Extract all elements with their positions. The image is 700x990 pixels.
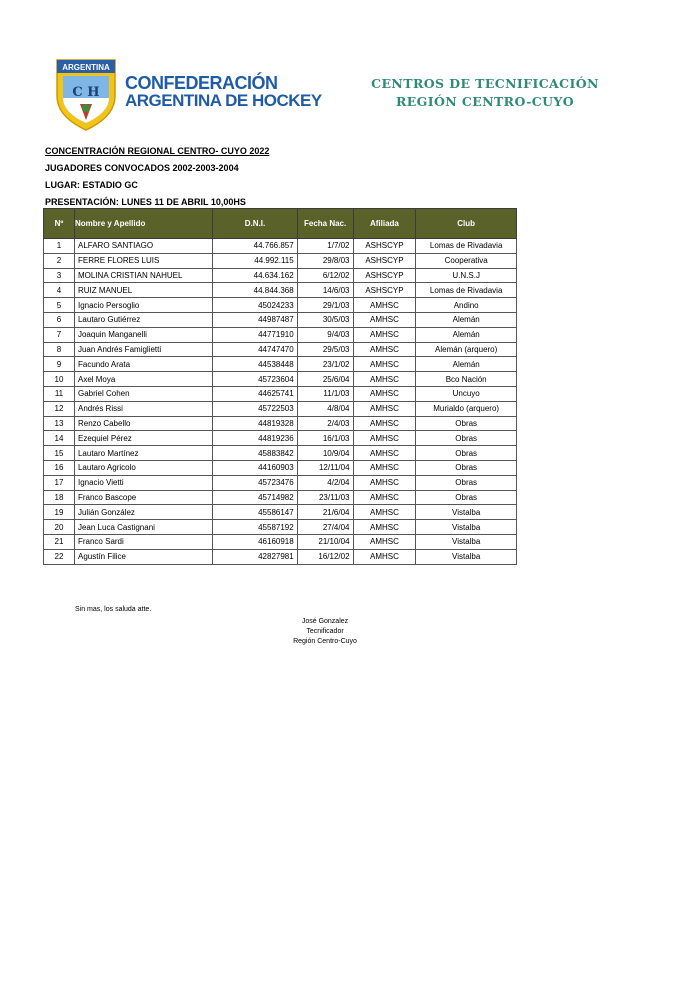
cell-affiliation: AMHSC	[353, 460, 416, 475]
table-row	[44, 253, 517, 268]
cell-name: Franco Bascope	[74, 490, 212, 505]
event-presentation: PRESENTACIÓN: LUNES 11 DE ABRIL 10,00HS	[45, 197, 246, 207]
document-header	[360, 75, 610, 111]
cell-dni: 44771910	[213, 327, 298, 342]
cell-number: 11	[44, 386, 75, 401]
table-row	[44, 312, 517, 327]
table-row	[44, 475, 517, 490]
shield-crest-icon	[55, 58, 117, 132]
cell-number: 18	[44, 490, 75, 505]
cell-number: 14	[44, 431, 75, 446]
table-row	[44, 490, 517, 505]
cell-dni: 45714982	[213, 490, 298, 505]
signature-block	[270, 617, 380, 647]
table-row	[44, 327, 517, 342]
cell-club: U.N.S.J	[416, 268, 517, 283]
cah-logo	[55, 58, 322, 132]
cell-club: Obras	[416, 460, 517, 475]
event-title: CONCENTRACIÓN REGIONAL CENTRO- CUYO 2022	[45, 146, 270, 156]
cell-birthdate: 27/4/04	[297, 520, 353, 535]
cell-birthdate: 10/9/04	[297, 446, 353, 461]
col-header-dni: D.N.I.	[213, 209, 298, 239]
cell-affiliation: AMHSC	[353, 298, 416, 313]
cell-club: Vistalba	[416, 505, 517, 520]
cell-number: 2	[44, 253, 75, 268]
cell-name: Lautaro Martínez	[74, 446, 212, 461]
org-name-line1: CONFEDERACIÓN	[125, 73, 278, 93]
cell-affiliation: ASHSCYP	[353, 253, 416, 268]
cell-club: Uncuyo	[416, 386, 517, 401]
cell-dni: 44625741	[213, 386, 298, 401]
cell-affiliation: ASHSCYP	[353, 239, 416, 254]
table-header-row	[44, 209, 517, 239]
players-table	[43, 208, 517, 565]
cell-birthdate: 29/5/03	[297, 342, 353, 357]
cell-name: Jean Luca Castignani	[74, 520, 212, 535]
cell-name: Lautaro Agricolo	[74, 460, 212, 475]
cell-birthdate: 21/10/04	[297, 534, 353, 549]
cell-club: Vistalba	[416, 549, 517, 564]
cell-name: ALFARO SANTIAGO	[74, 239, 212, 254]
cell-birthdate: 11/1/03	[297, 386, 353, 401]
cell-club: Murialdo (arquero)	[416, 401, 517, 416]
table-row	[44, 549, 517, 564]
cell-number: 3	[44, 268, 75, 283]
cell-dni: 45883842	[213, 446, 298, 461]
org-name	[125, 74, 322, 110]
cell-birthdate: 6/12/02	[297, 268, 353, 283]
closing-text: Sin mas, los saluda atte.	[75, 606, 152, 613]
table-body	[44, 239, 517, 565]
cell-club: Lomas de Rivadavia	[416, 239, 517, 254]
cell-number: 15	[44, 446, 75, 461]
table-row	[44, 416, 517, 431]
cell-dni: 46160918	[213, 534, 298, 549]
cell-club: Obras	[416, 490, 517, 505]
cell-number: 22	[44, 549, 75, 564]
cell-club: Alemán	[416, 357, 517, 372]
cell-birthdate: 4/8/04	[297, 401, 353, 416]
col-header-number: Nº	[44, 209, 75, 239]
cell-dni: 44747470	[213, 342, 298, 357]
cell-club: Lomas de Rivadavia	[416, 283, 517, 298]
col-header-name: Nombre y Apellido	[74, 209, 212, 239]
cell-name: Agustín Filice	[74, 549, 212, 564]
cell-affiliation: AMHSC	[353, 386, 416, 401]
cell-club: Obras	[416, 416, 517, 431]
table-row	[44, 520, 517, 535]
cell-birthdate: 21/6/04	[297, 505, 353, 520]
col-header-affiliation: Afiliada	[353, 209, 416, 239]
cell-club: Vistalba	[416, 520, 517, 535]
cell-affiliation: AMHSC	[353, 534, 416, 549]
cell-affiliation: AMHSC	[353, 549, 416, 564]
table-row	[44, 534, 517, 549]
cell-name: Ignacio Vietti	[74, 475, 212, 490]
col-header-club: Club	[416, 209, 517, 239]
cell-dni: 44160903	[213, 460, 298, 475]
cell-dni: 42827981	[213, 549, 298, 564]
cell-dni: 44987487	[213, 312, 298, 327]
cell-name: Lautaro Gutiérrez	[74, 312, 212, 327]
cell-number: 4	[44, 283, 75, 298]
cell-name: Axel Moya	[74, 372, 212, 387]
cell-birthdate: 23/1/02	[297, 357, 353, 372]
cell-name: Julián González	[74, 505, 212, 520]
cell-number: 9	[44, 357, 75, 372]
cell-dni: 45723604	[213, 372, 298, 387]
cell-affiliation: AMHSC	[353, 520, 416, 535]
cell-number: 8	[44, 342, 75, 357]
svg-text:C H: C H	[72, 85, 100, 100]
cell-affiliation: ASHSCYP	[353, 268, 416, 283]
cell-number: 12	[44, 401, 75, 416]
cell-affiliation: AMHSC	[353, 372, 416, 387]
cell-name: Joaquin Manganelli	[74, 327, 212, 342]
cell-dni: 44538448	[213, 357, 298, 372]
cell-club: Obras	[416, 431, 517, 446]
cell-dni: 44.634.162	[213, 268, 298, 283]
cell-affiliation: AMHSC	[353, 416, 416, 431]
cell-birthdate: 1/7/02	[297, 239, 353, 254]
cell-dni: 44.766.857	[213, 239, 298, 254]
table-row	[44, 505, 517, 520]
cell-name: Gabriel Cohen	[74, 386, 212, 401]
cell-club: Alemán	[416, 312, 517, 327]
cell-number: 1	[44, 239, 75, 254]
header-line1: CENTROS DE TECNIFICACIÓN	[371, 76, 599, 91]
cell-club: Alemán	[416, 327, 517, 342]
cell-name: Renzo Cabello	[74, 416, 212, 431]
cell-affiliation: AMHSC	[353, 505, 416, 520]
cell-number: 5	[44, 298, 75, 313]
event-info	[45, 143, 269, 211]
cell-number: 7	[44, 327, 75, 342]
cell-dni: 45723476	[213, 475, 298, 490]
cell-dni: 44.844.368	[213, 283, 298, 298]
cell-affiliation: AMHSC	[353, 312, 416, 327]
cell-club: Bco Nación	[416, 372, 517, 387]
cell-number: 13	[44, 416, 75, 431]
signature-name: José Gonzalez	[301, 618, 349, 625]
cell-number: 6	[44, 312, 75, 327]
cell-dni: 44819328	[213, 416, 298, 431]
cell-number: 17	[44, 475, 75, 490]
cell-dni: 45586147	[213, 505, 298, 520]
cell-birthdate: 16/1/03	[297, 431, 353, 446]
signature-region: Región Centro-Cuyo	[293, 638, 357, 645]
cell-club: Cooperativa	[416, 253, 517, 268]
cell-affiliation: AMHSC	[353, 475, 416, 490]
cell-affiliation: AMHSC	[353, 446, 416, 461]
cell-affiliation: AMHSC	[353, 327, 416, 342]
cell-affiliation: AMHSC	[353, 357, 416, 372]
cell-birthdate: 9/4/03	[297, 327, 353, 342]
cell-number: 19	[44, 505, 75, 520]
cell-name: Ignacio Persoglio	[74, 298, 212, 313]
table-row	[44, 342, 517, 357]
cell-name: MOLINA CRISTIAN NAHUEL	[74, 268, 212, 283]
cell-name: Franco Sardi	[74, 534, 212, 549]
cell-number: 20	[44, 520, 75, 535]
table-row	[44, 268, 517, 283]
event-players-line: JUGADORES CONVOCADOS 2002-2003-2004	[45, 163, 239, 173]
cell-birthdate: 16/12/02	[297, 549, 353, 564]
cell-dni: 45024233	[213, 298, 298, 313]
cell-birthdate: 29/8/03	[297, 253, 353, 268]
cell-name: Facundo Arata	[74, 357, 212, 372]
cell-club: Vistalba	[416, 534, 517, 549]
cell-dni: 44819236	[213, 431, 298, 446]
cell-club: Obras	[416, 446, 517, 461]
cell-number: 21	[44, 534, 75, 549]
cell-affiliation: AMHSC	[353, 431, 416, 446]
event-location: LUGAR: ESTADIO GC	[45, 180, 138, 190]
cell-dni: 44.992.115	[213, 253, 298, 268]
table-row	[44, 386, 517, 401]
col-header-birthdate: Fecha Nac.	[297, 209, 353, 239]
cell-birthdate: 12/11/04	[297, 460, 353, 475]
header-line2: REGIÓN CENTRO-CUYO	[395, 94, 575, 109]
cell-birthdate: 2/4/03	[297, 416, 353, 431]
cell-name: FERRE FLORES LUIS	[74, 253, 212, 268]
cell-dni: 45587192	[213, 520, 298, 535]
cell-birthdate: 23/11/03	[297, 490, 353, 505]
table-row	[44, 239, 517, 254]
cell-affiliation: AMHSC	[353, 401, 416, 416]
cell-dni: 45722503	[213, 401, 298, 416]
cell-club: Obras	[416, 475, 517, 490]
cell-birthdate: 29/1/03	[297, 298, 353, 313]
cell-name: Ezequiel Pérez	[74, 431, 212, 446]
cell-name: Juan Andrés Famiglietti	[74, 342, 212, 357]
cell-affiliation: AMHSC	[353, 342, 416, 357]
cell-affiliation: AMHSC	[353, 490, 416, 505]
table-row	[44, 298, 517, 313]
table-row	[44, 460, 517, 475]
cell-affiliation: ASHSCYP	[353, 283, 416, 298]
cell-name: RUIZ MANUEL	[74, 283, 212, 298]
table-row	[44, 446, 517, 461]
cell-name: Andrés Rissi	[74, 401, 212, 416]
table-row	[44, 372, 517, 387]
cell-birthdate: 4/2/04	[297, 475, 353, 490]
cell-number: 16	[44, 460, 75, 475]
cell-club: Andino	[416, 298, 517, 313]
signature-role: Tecnificador	[306, 628, 344, 635]
table-row	[44, 401, 517, 416]
cell-birthdate: 14/6/03	[297, 283, 353, 298]
table-row	[44, 357, 517, 372]
table-row	[44, 283, 517, 298]
cell-number: 10	[44, 372, 75, 387]
cell-birthdate: 25/6/04	[297, 372, 353, 387]
cell-birthdate: 30/5/03	[297, 312, 353, 327]
cell-club: Alemán (arquero)	[416, 342, 517, 357]
table-row	[44, 431, 517, 446]
org-name-line2: ARGENTINA DE HOCKEY	[125, 91, 322, 110]
logo-badge-text: ARGENTINA	[62, 63, 110, 72]
